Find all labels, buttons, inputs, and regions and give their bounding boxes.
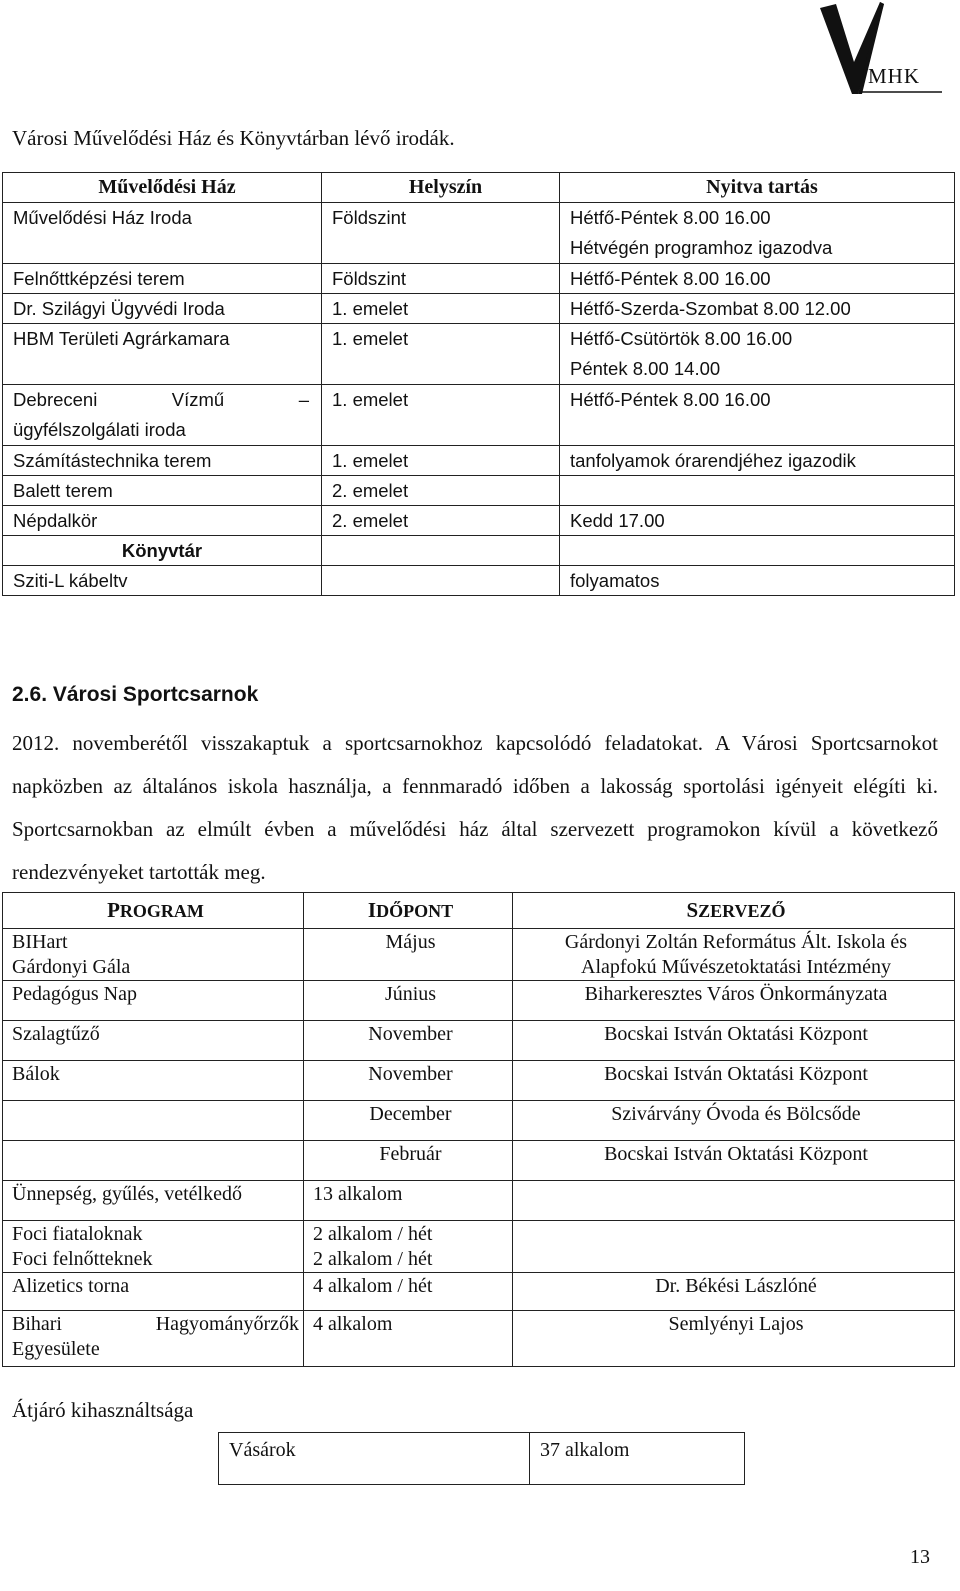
cell-name: HBM Területi Agrárkamara: [3, 324, 322, 385]
cell-place: 2. emelet: [322, 476, 560, 506]
cell-org: Bocskai István Oktatási Központ: [513, 1141, 955, 1181]
hours-line: Hétvégén programhoz igazodva: [570, 237, 833, 258]
header-initial: P: [107, 898, 120, 922]
table-row: [3, 981, 955, 1021]
cell-name: Művelődési Ház Iroda: [3, 203, 322, 264]
word: Bihari: [12, 1313, 62, 1335]
table-row: [3, 203, 955, 264]
cell-org: [513, 1221, 955, 1273]
table-row: [219, 1433, 745, 1485]
cell-hours: [560, 476, 955, 506]
cell-empty: [560, 536, 955, 566]
cell-hours: folyamatos: [560, 566, 955, 596]
col-header-name: Művelődési Ház: [3, 173, 322, 203]
cell-hours: Hétfő-Péntek 8.00 16.00: [560, 264, 955, 294]
col-header-program: [3, 893, 304, 929]
header-initial: S: [686, 898, 699, 922]
cell-name: Sziti-L kábeltv: [3, 566, 322, 596]
header-rest: DŐPONT: [376, 901, 454, 921]
cell-hours: Hétfő-Péntek 8.00 16.00: [560, 385, 955, 446]
section-heading: 2.6. Városi Sportcsarnok: [12, 683, 259, 706]
word: Debreceni: [13, 389, 98, 410]
table-row: [3, 1021, 955, 1061]
cell-org: [513, 1181, 955, 1221]
header-rest: ROGRAM: [119, 901, 204, 921]
col-header-hours: Nyitva tartás: [560, 173, 955, 203]
cell-place: Földszint: [322, 264, 560, 294]
cell-place: 2. emelet: [322, 506, 560, 536]
cell-hours: [560, 203, 955, 264]
table-row: [3, 1101, 955, 1141]
cell-program: Ünnepség, gyűlés, vetélkedő: [3, 1181, 304, 1221]
cell-date: November: [304, 1021, 513, 1061]
cell-date: November: [304, 1061, 513, 1101]
cell-program: [3, 929, 304, 981]
header-initial: I: [367, 898, 377, 922]
table-row: [3, 324, 955, 385]
logo-text: MHK: [868, 64, 921, 88]
name-line-2: ügyfélszolgálati iroda: [13, 419, 186, 440]
cell-date: December: [304, 1101, 513, 1141]
section-paragraph: 2012. novemberétől visszakaptuk a sportcsarnokhoz kapcsolódó feladatokat. A Városi Sportcsarnokot napközben az általános iskola használja, a fennmaradó időben a lakosság sportolási igényeit elégíti ki. Sportcsarnokban az elmúlt évben a művelődési ház által szervezett programokon kívül a következő rendezvényeket tartották meg.: [12, 731, 938, 884]
table-row: [3, 506, 955, 536]
cell-place: 1. emelet: [322, 294, 560, 324]
cell-name: Népdalkör: [3, 506, 322, 536]
table-row: [3, 264, 955, 294]
cell-org: Szivárvány Óvoda és Bölcsőde: [513, 1101, 955, 1141]
cell-program: [3, 1311, 304, 1367]
cell-name: Felnőttképzési terem: [3, 264, 322, 294]
line: Alapfokú Művészetoktatási Intézmény: [581, 956, 891, 978]
cell-name: Dr. Szilágyi Ügyvédi Iroda: [3, 294, 322, 324]
cell-hours: tanfolyamok órarendjéhez igazodik: [560, 446, 955, 476]
cell-program: Szalagtűző: [3, 1021, 304, 1061]
cell-org: [513, 929, 955, 981]
cell-date: Május: [304, 929, 513, 981]
cell-name: Balett terem: [3, 476, 322, 506]
line: Gárdonyi Zoltán Református Ált. Iskola és: [564, 931, 908, 953]
hours-line: Hétfő-Csütörtök 8.00 16.00: [570, 328, 793, 349]
hours-line: Péntek 8.00 14.00: [570, 358, 721, 379]
table-row: [3, 1221, 955, 1273]
cell-value: 37 alkalom: [530, 1433, 745, 1485]
cell-org: Biharkeresztes Város Önkormányzata: [513, 981, 955, 1021]
table-row: [3, 1273, 955, 1311]
cell-program: Pedagógus Nap: [3, 981, 304, 1021]
cell-place: 1. emelet: [322, 324, 560, 385]
cell-program: [3, 1101, 304, 1141]
cell-place: Földszint: [322, 203, 560, 264]
cell-empty: [322, 536, 560, 566]
cell-date: [304, 1221, 513, 1273]
atjaro-label: Átjáró kihasználtsága: [12, 1398, 194, 1422]
cell-org: Bocskai István Oktatási Központ: [513, 1021, 955, 1061]
table-header-row: [3, 173, 955, 203]
cell-org: Bocskai István Oktatási Központ: [513, 1061, 955, 1101]
cell-org: Semlyényi Lajos: [513, 1311, 955, 1367]
table-row: [3, 929, 955, 981]
table-row: [3, 1311, 955, 1367]
cell-hours: [560, 324, 955, 385]
cell-date: 4 alkalom / hét: [304, 1273, 513, 1311]
cell-place: 1. emelet: [322, 446, 560, 476]
table-row: [3, 1141, 955, 1181]
atjaro-table: [218, 1432, 745, 1485]
line: BIHart: [12, 931, 68, 953]
intro-text: Városi Művelődési Ház és Könyvtárban lévő irodák.: [12, 126, 455, 150]
cell-date: Június: [304, 981, 513, 1021]
cell-program: [3, 1221, 304, 1273]
line: 2 alkalom / hét: [313, 1223, 433, 1245]
cell-program: Alizetics torna: [3, 1273, 304, 1311]
library-label: Könyvtár: [3, 536, 322, 566]
name-line-1: [13, 385, 321, 415]
hours-line: Hétfő-Péntek 8.00 16.00: [570, 207, 771, 228]
table-row: [3, 446, 955, 476]
cell-name: Vásárok: [219, 1433, 530, 1485]
cell-org: Dr. Békési Lászlóné: [513, 1273, 955, 1311]
table-header-row: [3, 893, 955, 929]
cell-place: [322, 566, 560, 596]
col-header-place: Helyszín: [322, 173, 560, 203]
cell-date: 13 alkalom: [304, 1181, 513, 1221]
table-row: [3, 294, 955, 324]
line: Foci felnőtteknek: [12, 1248, 153, 1270]
table-row: [3, 566, 955, 596]
cell-program: [3, 1141, 304, 1181]
cell-program: Bálok: [3, 1061, 304, 1101]
word: Vízmű: [171, 389, 225, 410]
cell-hours: Kedd 17.00: [560, 506, 955, 536]
table-row: [3, 476, 955, 506]
line: 2 alkalom / hét: [313, 1248, 433, 1270]
library-header-row: [3, 536, 955, 566]
line: Foci fiataloknak: [12, 1223, 143, 1245]
table-row: [3, 1181, 955, 1221]
word: Hagyományőrzők: [155, 1313, 299, 1335]
line: [12, 1312, 299, 1337]
page-number: 13: [910, 1546, 930, 1568]
header-rest: ZERVEZŐ: [698, 901, 786, 921]
cell-name: [3, 385, 322, 446]
col-header-organizer: [513, 893, 955, 929]
cell-date: Február: [304, 1141, 513, 1181]
dash: –: [298, 389, 309, 410]
cell-name: Számítástechnika terem: [3, 446, 322, 476]
col-header-date: [304, 893, 513, 929]
events-table: [2, 892, 955, 1367]
cell-hours: Hétfő-Szerda-Szombat 8.00 12.00: [560, 294, 955, 324]
table-row: [3, 385, 955, 446]
line: Egyesülete: [12, 1338, 100, 1360]
table-row: [3, 1061, 955, 1101]
line: Gárdonyi Gála: [12, 956, 131, 978]
offices-table: [2, 172, 955, 596]
cell-place: 1. emelet: [322, 385, 560, 446]
cell-date: 4 alkalom: [304, 1311, 513, 1367]
